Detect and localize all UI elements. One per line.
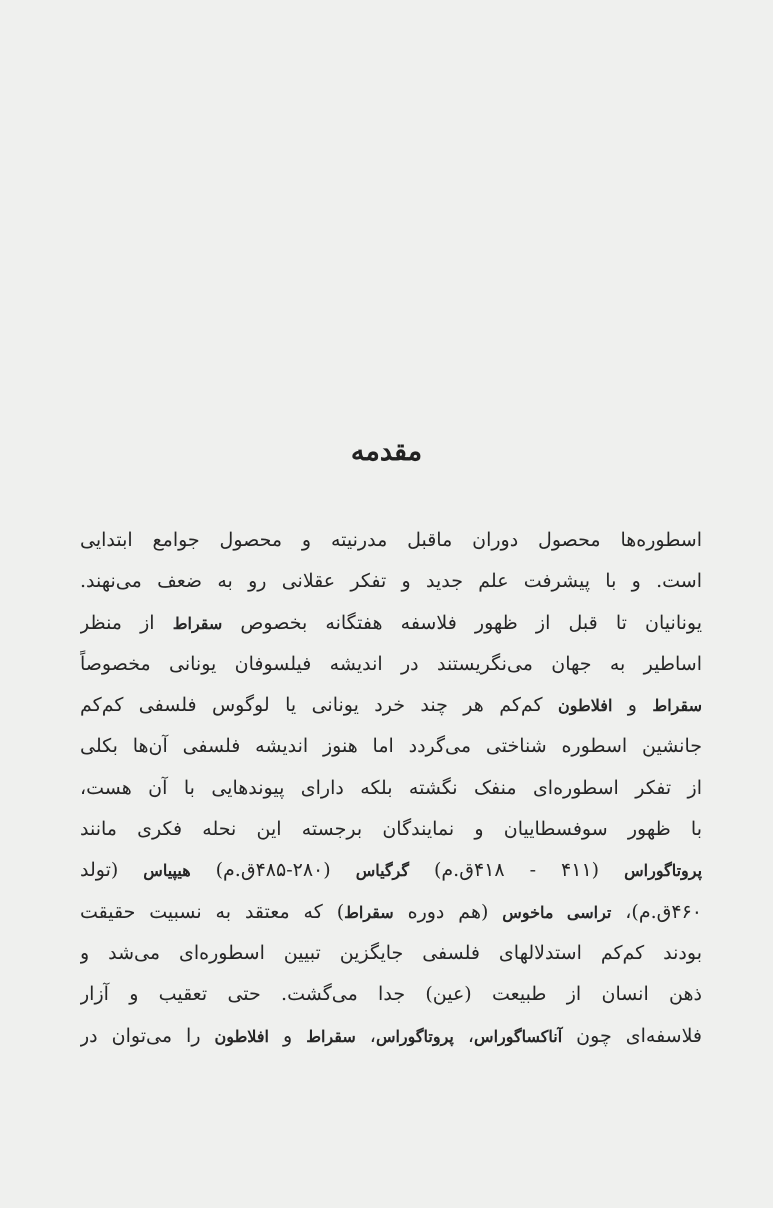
text-run: فلاسفه‌ای چون (562, 1024, 702, 1047)
person-name: افلاطون (558, 696, 613, 716)
text-run: (تولد (80, 859, 144, 882)
text-line (80, 726, 702, 767)
text-run: اسطوره‌ها محصول دوران ماقبل مدرنیته و محصول جوامع ابتدایی (80, 529, 702, 551)
text-line (80, 850, 702, 891)
text-run: (۲۸۰-۴۸۵ق.م) (190, 859, 356, 882)
person-name: سقراط (306, 1026, 356, 1046)
text-line (80, 520, 702, 561)
text-line (80, 892, 702, 933)
text-run: کم‌کم هر چند خرد یونانی یا لوگوس فلسفی کم‌کم (80, 694, 558, 717)
person-name: افلاطون (214, 1026, 269, 1046)
text-line (80, 603, 702, 644)
person-name: پروتاگوراس (375, 1026, 454, 1046)
text-run: ، (453, 1024, 475, 1047)
text-run: (هم دوره (393, 900, 503, 923)
person-name: سقراط (344, 902, 394, 922)
person-name: پروتاگوراس (624, 861, 702, 881)
text-run: از منظر (80, 611, 173, 634)
text-run: ذهن انسان از طبیعت (عین) جدا می‌گشت. حتی تعقیب و آزار (80, 983, 702, 1006)
text-line (80, 1016, 702, 1057)
text-run: (۴۱۱ - ۴۱۸ق.م) (409, 859, 625, 882)
text-line (80, 561, 702, 602)
text-run: را می‌توان در (80, 1024, 215, 1047)
text-run: جانشین اسطوره شناختی می‌گردد اما هنوز اندیشه فلسفی آن‌ها بکلی (80, 735, 702, 758)
text-run: با ظهور سوفسطاییان و نمایندگان برجسته این نحله فکری مانند (80, 818, 702, 841)
text-line (80, 809, 702, 850)
text-run: و (612, 694, 653, 717)
text-run: ) که معتقد به نسبیت حقیقت (80, 900, 345, 923)
text-run: ۴۶۰ق.م)، (611, 900, 702, 923)
text-run: از تفکر اسطوره‌ای منفک نگشته بلکه دارای پیوندهایی با آن هست، (80, 776, 702, 799)
person-name: هیپیاس (143, 861, 191, 881)
person-name: تراسی ماخوس (502, 902, 612, 922)
text-run: یونانیان تا قبل از ظهور فلاسفه هفتگانه بخصوص (222, 611, 702, 634)
person-name: آناکساگوراس (474, 1026, 563, 1046)
text-run: بودند کم‌کم استدلالهای فلسفی جایگزین تبیین اسطوره‌ای می‌شد و (80, 941, 702, 964)
text-line (80, 933, 702, 974)
text-run: و (268, 1024, 307, 1047)
text-line (80, 768, 702, 809)
page-title: مقدمه (350, 436, 423, 467)
person-name: گرگیاس (355, 861, 409, 881)
person-name: سقراط (172, 613, 223, 633)
body-text (80, 520, 702, 1057)
text-run: ، (355, 1024, 376, 1047)
text-line (80, 644, 702, 685)
text-line (80, 974, 702, 1015)
text-run: است. و با پیشرفت علم جدید و تفکر عقلانی رو به ضعف می‌نهند. (80, 570, 702, 593)
text-run: اساطیر به جهان می‌نگریستند در اندیشه فیلسوفان یونانی مخصوصاً (80, 652, 702, 675)
person-name: سقراط (652, 696, 702, 716)
text-line (80, 685, 702, 726)
